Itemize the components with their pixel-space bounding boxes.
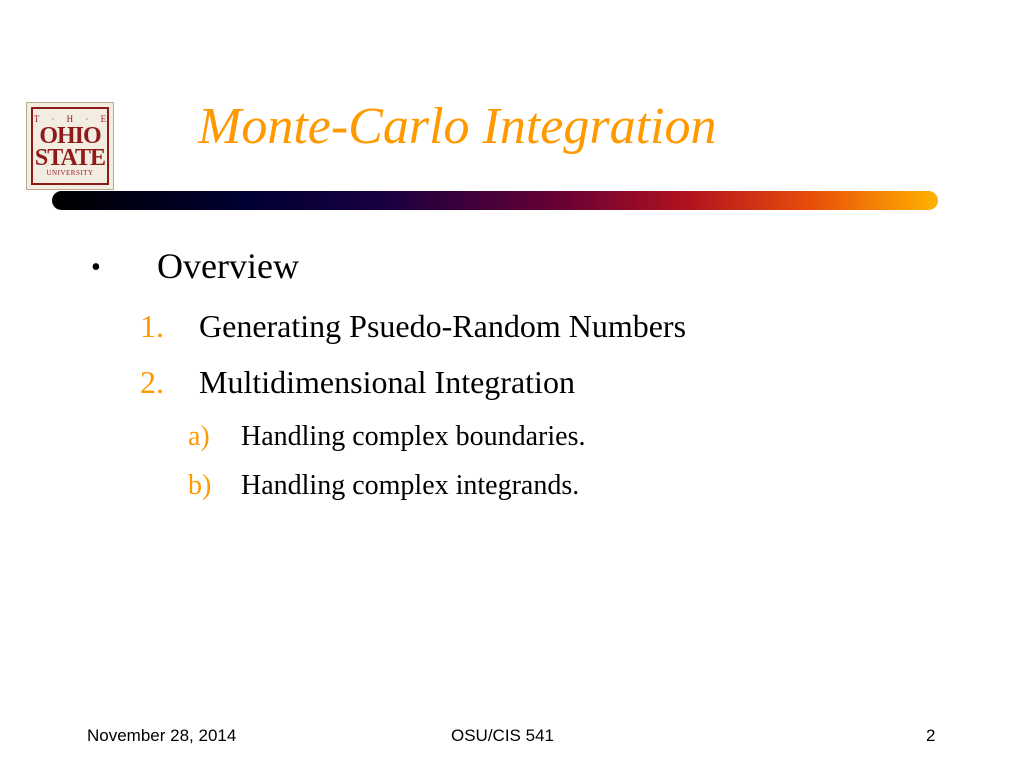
logo-ohio: OHIO <box>39 123 101 149</box>
sub-item-b <box>188 472 579 500</box>
title-underline-bar <box>52 191 938 210</box>
list-item-1 <box>140 310 686 342</box>
bullet-marker: • <box>91 252 101 283</box>
footer-course: OSU/CIS 541 <box>451 726 554 745</box>
ohio-state-logo <box>26 102 114 190</box>
bullet-overview <box>91 248 299 284</box>
sub-item-a-letter: a) <box>188 421 210 452</box>
logo-state: STATE <box>34 145 106 171</box>
sub-item-b-letter: b) <box>188 470 212 501</box>
logo-the: T · H · E <box>33 114 112 124</box>
footer-page-number: 2 <box>926 726 936 745</box>
list-item-2-text: Multidimensional Integration <box>199 364 575 400</box>
sub-item-a <box>188 423 585 451</box>
slide-title: Monte-Carlo Integration <box>198 98 717 155</box>
sub-item-b-text: Handling complex integrands. <box>241 470 580 501</box>
bullet-overview-text: Overview <box>157 246 299 286</box>
list-item-1-number: 1. <box>140 308 164 344</box>
list-item-2-number: 2. <box>140 364 164 400</box>
sub-item-a-text: Handling complex boundaries. <box>241 421 586 452</box>
logo-frame <box>31 107 112 185</box>
footer-date: November 28, 2014 <box>87 726 237 745</box>
list-item-1-text: Generating Psuedo-Random Numbers <box>199 308 687 344</box>
list-item-2 <box>140 366 575 398</box>
logo-university: UNIVERSITY <box>46 169 94 177</box>
